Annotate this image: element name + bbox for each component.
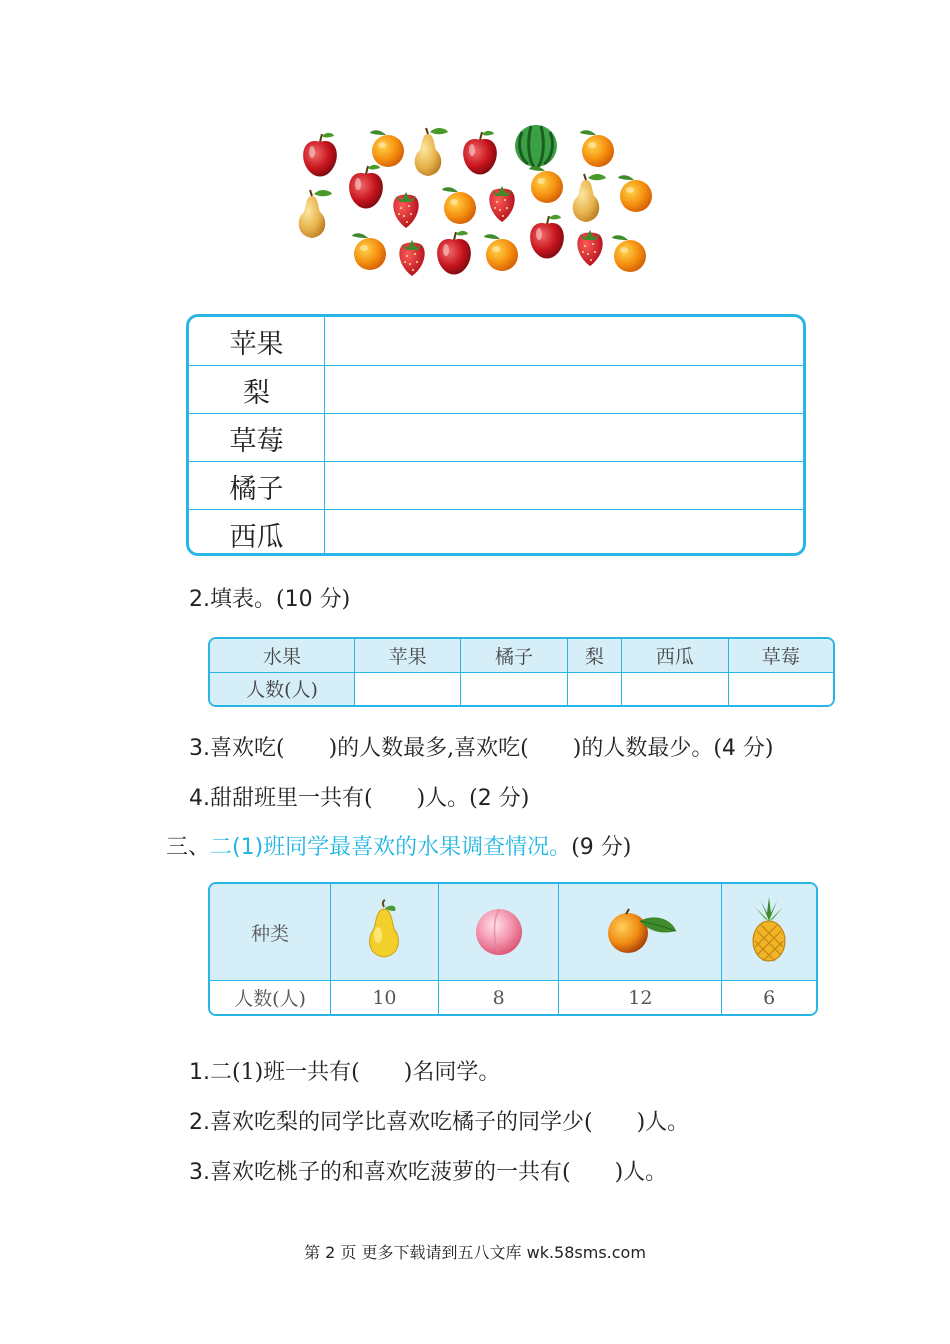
question-4 xyxy=(189,781,529,812)
apple-icon xyxy=(349,165,383,209)
tally-row-strawberry xyxy=(189,413,803,462)
question-text: 喜欢吃( )的人数最多,喜欢吃( )的人数最少。( xyxy=(210,736,722,761)
orange-icon xyxy=(618,175,652,212)
strawberry-icon xyxy=(577,230,602,266)
tally-label: 苹果 xyxy=(189,317,325,365)
score-unit: 分) xyxy=(312,587,351,612)
question-number: 2. xyxy=(189,1110,210,1135)
fill-header-cell: 苹果 xyxy=(355,639,461,672)
tally-row-orange xyxy=(189,461,803,510)
score-unit: 分) xyxy=(593,835,632,860)
apple-icon xyxy=(437,231,471,275)
watermelon-icon xyxy=(515,125,557,167)
question-3 xyxy=(189,731,774,762)
fill-blank-cell[interactable] xyxy=(355,672,461,705)
sub-question-1 xyxy=(189,1055,500,1086)
orange-icon xyxy=(612,235,646,272)
footer-text: 第 xyxy=(304,1243,326,1262)
fill-table xyxy=(208,637,835,707)
sub-question-3 xyxy=(189,1155,667,1186)
tally-row-apple xyxy=(189,317,803,365)
question-score: 10 xyxy=(284,587,313,612)
orange-icon xyxy=(529,166,563,203)
pear-icon xyxy=(359,899,409,961)
tally-label: 梨 xyxy=(189,366,325,414)
fruit-illustration xyxy=(290,118,660,286)
fill-header-cell: 橘子 xyxy=(461,639,567,672)
fill-blank-cell[interactable] xyxy=(622,672,728,705)
orange-icon xyxy=(370,130,404,167)
question-score: 2 xyxy=(477,786,492,811)
strawberry-icon xyxy=(399,240,424,276)
question-number: 4. xyxy=(189,786,210,811)
fill-header-cell: 梨 xyxy=(567,639,622,672)
question-number: 2. xyxy=(189,587,210,612)
orange-icon xyxy=(484,234,518,271)
peach-icon xyxy=(471,902,527,958)
tally-row-watermelon xyxy=(189,509,803,556)
fill-header-cell: 草莓 xyxy=(728,639,833,672)
question-text: 填表。( xyxy=(210,587,285,612)
tally-row-pear xyxy=(189,365,803,414)
kind-label: 种类 xyxy=(210,884,331,981)
tally-label: 草莓 xyxy=(189,414,325,462)
pear-icon xyxy=(299,190,332,238)
count-cell: 10 xyxy=(331,981,439,1015)
score-open: ( xyxy=(571,835,580,860)
pineapple-icon xyxy=(747,897,791,963)
fill-blank-cell[interactable] xyxy=(728,672,833,705)
score-unit: 分) xyxy=(735,736,774,761)
pear-icon xyxy=(415,128,448,176)
page-number: 2 xyxy=(325,1243,336,1262)
survey-icon-cell xyxy=(559,884,722,981)
orange-icon xyxy=(442,187,476,224)
section-title: 二(1)班同学最喜欢的水果调查情况。 xyxy=(210,835,572,860)
orange-icon xyxy=(352,233,386,270)
footer-text: 页 更多下载请到五八文库 xyxy=(335,1243,527,1262)
section-score: 9 xyxy=(579,835,594,860)
count-cell: 12 xyxy=(559,981,722,1015)
pear-icon xyxy=(573,174,606,222)
fill-header-cell: 水果 xyxy=(210,639,355,672)
orange-icon xyxy=(580,130,614,167)
survey-table xyxy=(208,882,818,1016)
section-prefix: 三、 xyxy=(166,835,211,860)
fill-blank-cell[interactable] xyxy=(567,672,622,705)
question-text: 二(1)班一共有( )名同学。 xyxy=(210,1060,501,1085)
tally-table xyxy=(186,314,806,556)
orange-icon xyxy=(602,905,678,955)
survey-icon-cell xyxy=(722,884,816,981)
footer-url[interactable]: wk.58sms.com xyxy=(526,1243,646,1262)
tally-label: 橘子 xyxy=(189,462,325,510)
question-text: 甜甜班里一共有( )人。( xyxy=(210,786,478,811)
survey-icon-cell xyxy=(331,884,439,981)
count-cell: 6 xyxy=(722,981,816,1015)
score-unit: 分) xyxy=(491,786,530,811)
survey-icon-cell xyxy=(438,884,559,981)
fill-row-label: 人数(人) xyxy=(210,672,355,705)
count-label: 人数(人) xyxy=(210,981,331,1015)
question-text: 喜欢吃桃子的和喜欢吃菠萝的一共有( )人。 xyxy=(210,1160,668,1185)
sub-question-2 xyxy=(189,1105,689,1136)
section-3-heading xyxy=(166,830,631,861)
question-text: 喜欢吃梨的同学比喜欢吃橘子的同学少( )人。 xyxy=(210,1110,690,1135)
fill-blank-cell[interactable] xyxy=(461,672,567,705)
question-number: 1. xyxy=(189,1060,210,1085)
fill-header-cell: 西瓜 xyxy=(622,639,728,672)
tally-label: 西瓜 xyxy=(189,510,325,556)
count-cell: 8 xyxy=(438,981,559,1015)
apple-icon xyxy=(463,131,497,175)
question-number: 3. xyxy=(189,1160,210,1185)
question-number: 3. xyxy=(189,736,210,761)
page-footer xyxy=(0,1240,950,1263)
strawberry-icon xyxy=(393,192,418,228)
question-score: 4 xyxy=(721,736,736,761)
apple-icon xyxy=(530,215,564,259)
question-2 xyxy=(189,582,350,613)
strawberry-icon xyxy=(489,186,514,222)
apple-icon xyxy=(303,133,337,177)
